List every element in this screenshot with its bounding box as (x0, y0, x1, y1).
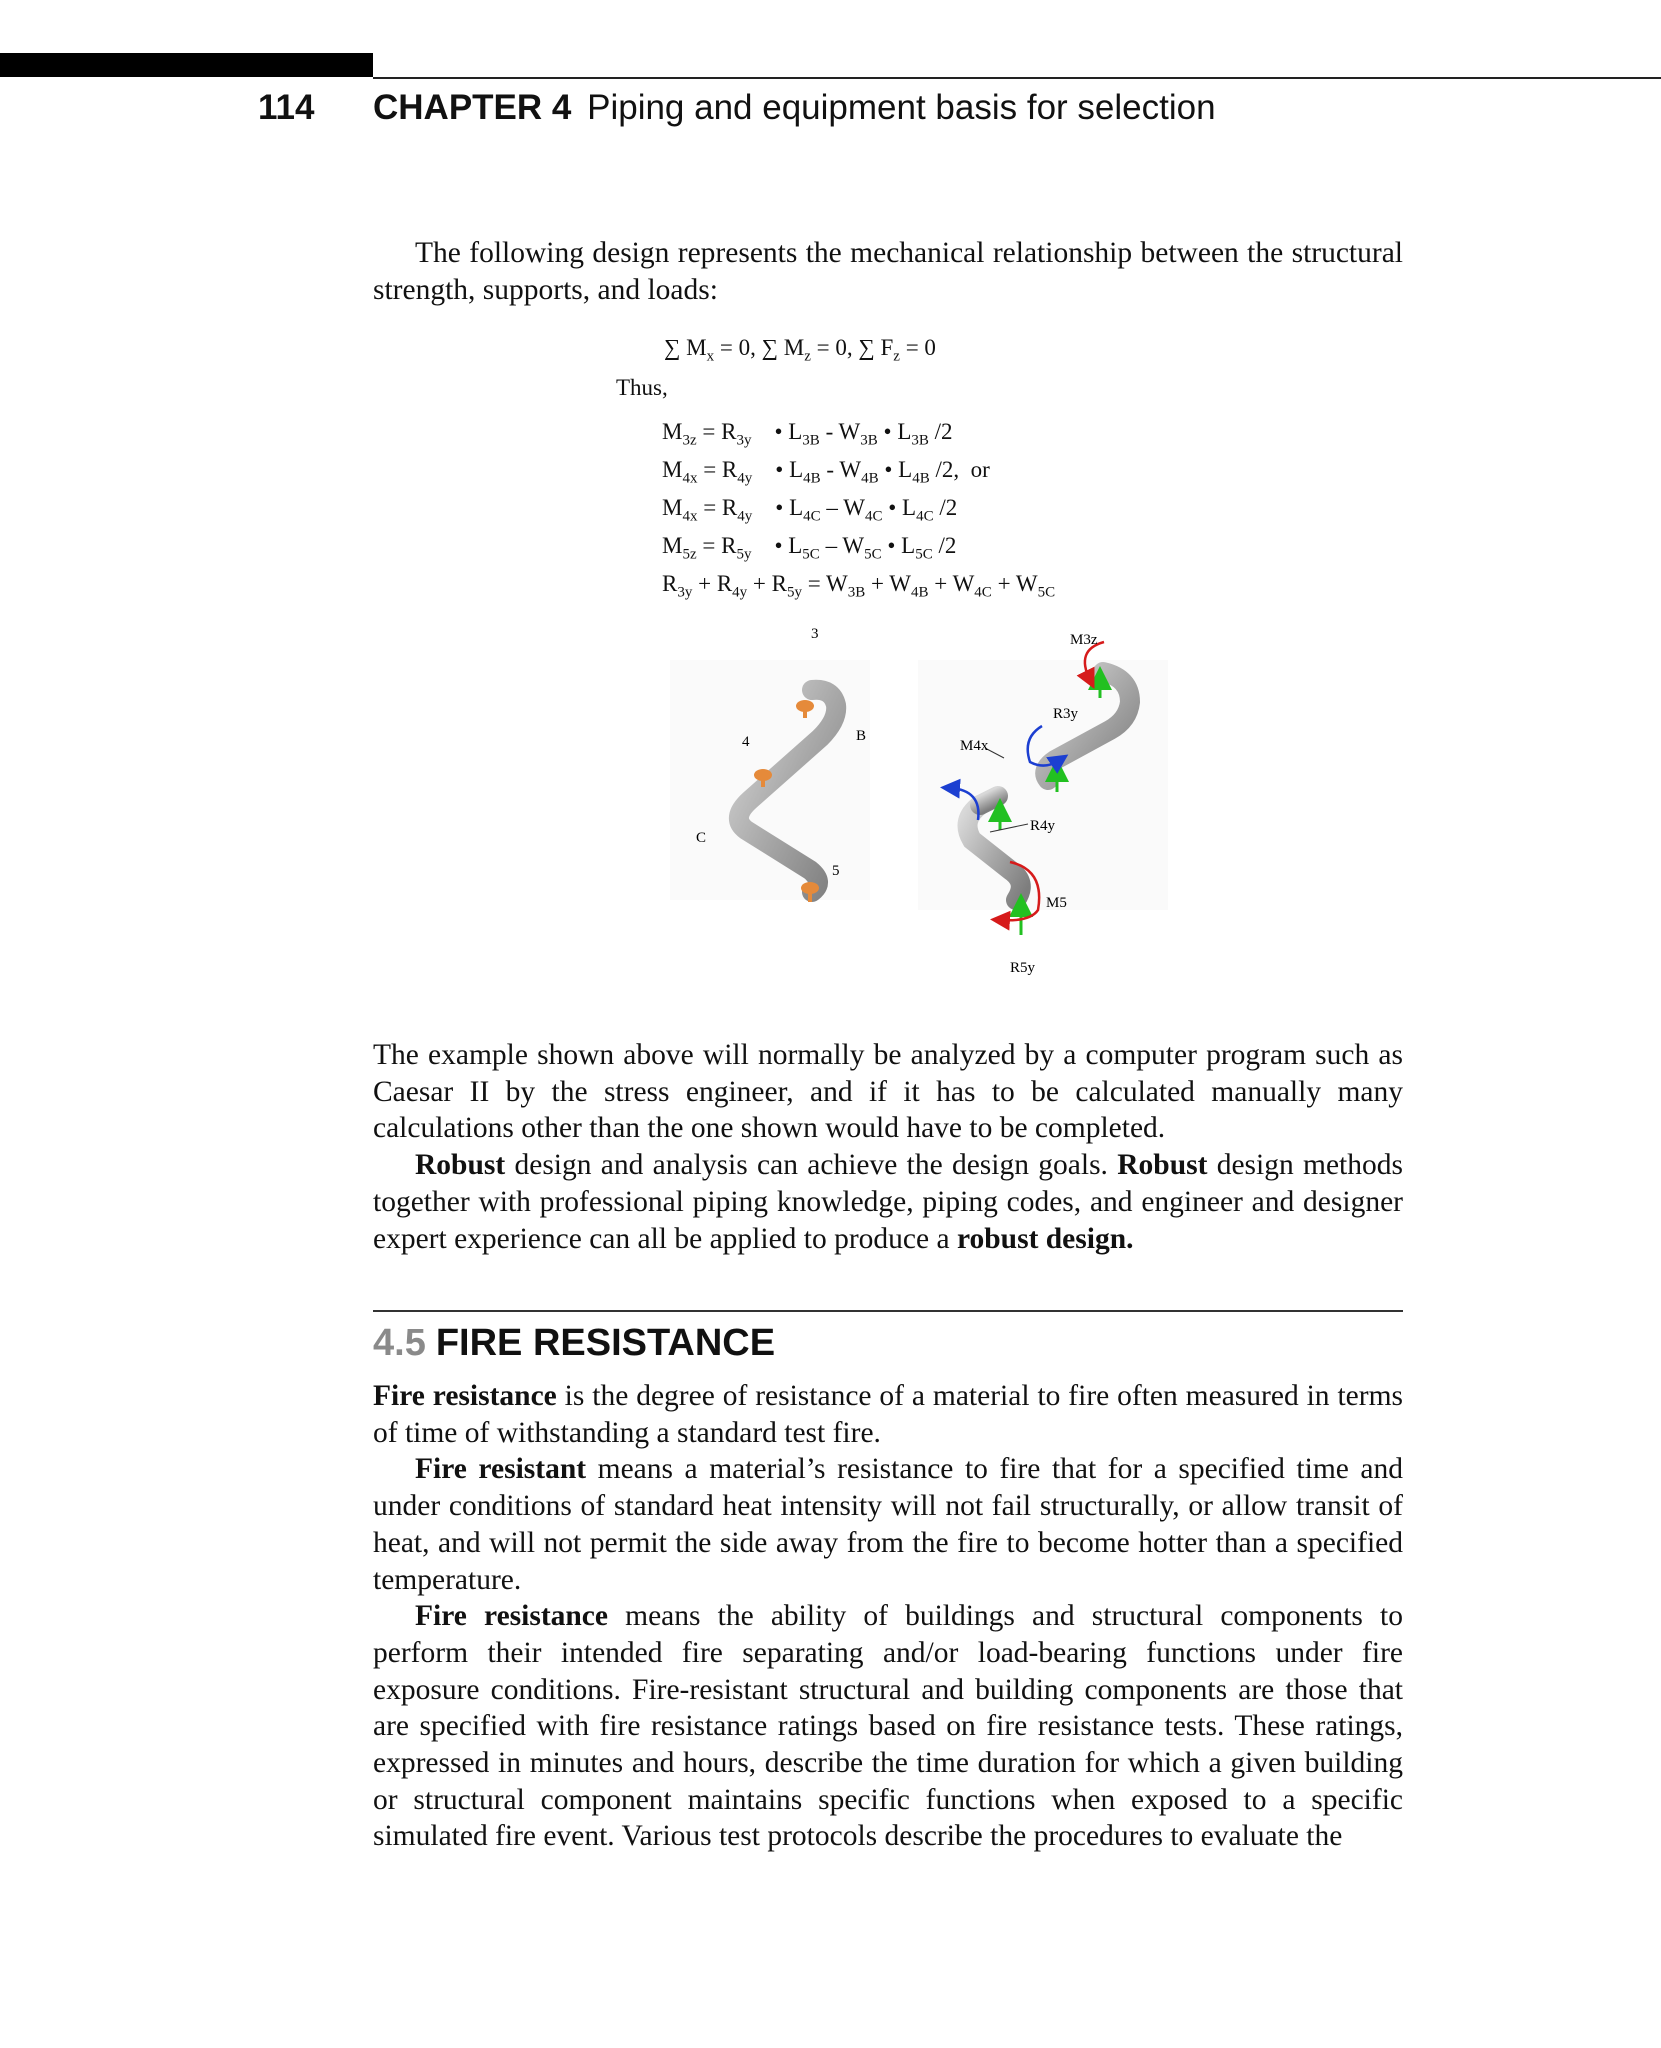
left-pipe-diagram (670, 626, 870, 902)
figure-label-4: 4 (742, 734, 750, 750)
chapter-label: CHAPTER 4 (373, 88, 572, 127)
intro-text: The following design represents the mechanical relationship between the structural strength, supports, and loads: (373, 237, 1403, 306)
intro-paragraph (373, 235, 1403, 308)
header-bar (0, 53, 373, 77)
equation-m5z: $M_{5z} = R_{5y}$ • $L_{5C} - W_{5C}$ • $L_{5C}$ /2 (662, 533, 957, 563)
label-m3z: M3z (1070, 632, 1098, 648)
thus-label: Thus, (616, 375, 668, 400)
paragraph-fire-2 (373, 1451, 1403, 1598)
term-fire-resistance: Fire resistance (373, 1380, 557, 1412)
header-rule (373, 77, 1661, 79)
term-fire-resistant: Fire resistant (415, 1453, 587, 1486)
label-m5: M5 (1046, 895, 1067, 911)
section-number: 4.5 (373, 1322, 426, 1364)
label-r4y: R4y (1030, 818, 1056, 834)
figure-label-5: 5 (832, 863, 840, 879)
body-paragraphs (373, 1037, 1403, 1257)
equation-m4x-c: $M_{4x} = R_{4y}$ • $L_{4C} - W_{4C}$ • $L_{4C}$ /2 (662, 495, 958, 525)
text: is the degree of resistance of a material to fire often measured in terms of time of withstanding a standard test fire. (373, 1380, 1403, 1449)
label-m4x: M4x (960, 738, 989, 754)
section-title: FIRE RESISTANCE (435, 1322, 776, 1364)
right-pipe-diagram (918, 632, 1168, 976)
running-header (373, 88, 1216, 128)
equation-sum-reactions: $R_{3y} + R_{4y} + R_{5y} = W_{3B} + W_{4B} + W_{4C} + W_{5C}$ (662, 571, 1056, 601)
text: means a material’s resistance to fire that for a specified time and under conditions of standard heat intensity will not fail structurally, or allow transit of heat, and will not permit the side away from the fire to become hotter than a specified temperature. (373, 1453, 1404, 1596)
label-r3y: R3y (1053, 706, 1079, 722)
figure-label-c: C (696, 830, 707, 846)
text: means the ability of buildings and structural components to perform their intended fire separating and/or load-bearing functions under fire exposure conditions. Fire-resistant structural and building components are those that are specified with fire resistance ratings based on fire resistance tests. These ratings, expressed in minutes and hours, describe the time duration for which a given building or structural component maintains specific functions when exposed to a specific simulated fire event. Various test protocols describe the procedures to evaluate the (373, 1600, 1403, 1853)
label-r5y: R5y (1010, 960, 1036, 976)
bold-robust: Robust (415, 1149, 506, 1182)
chapter-title: Piping and equipment basis for selection (587, 88, 1216, 127)
paragraph-robust (373, 1147, 1403, 1257)
pipe-support-figure (660, 620, 1180, 990)
equation-m3z: $M_{3z} = R_{3y}$ • $L_{3B} - W_{3B}$ • $L_{3B}$ /2 (662, 419, 953, 449)
page-number: 114 (258, 88, 315, 127)
text: design methods together with professional piping knowledge, piping codes, and engineer and designer expert experience can all be applied to produce a (373, 1149, 1403, 1255)
figure-label-3: 3 (811, 626, 819, 642)
section-heading (373, 1322, 775, 1365)
figure-label-b: B (856, 728, 867, 744)
or-label: or (970, 457, 990, 482)
equilibrium-equation: ∑ $M_x = 0$, ∑ $M_z = 0$, ∑ $F_z = 0$ (664, 335, 936, 365)
text: design and analysis can achieve the design goals. (505, 1149, 1118, 1182)
bold-robust: Robust (1117, 1149, 1208, 1182)
section-rule (373, 1310, 1403, 1312)
term-fire-resistance: Fire resistance (415, 1600, 608, 1633)
bold-robust-design: robust design. (956, 1222, 1134, 1255)
equation-m4x-b: $M_{4x} = R_{4y}$ • $L_{4B} - W_{4B}$ • $L_{4B}$ /2, or (662, 457, 990, 487)
paragraph-example: The example shown above will normally be analyzed by a computer program such as Caesar II by the stress engineer, and if it has to be calculated manually many calculations other than the one shown would have to be completed. (373, 1039, 1403, 1145)
fire-resistance-text (373, 1378, 1403, 1855)
paragraph-fire-3 (373, 1598, 1403, 1855)
paragraph-fire-1 (373, 1378, 1403, 1451)
